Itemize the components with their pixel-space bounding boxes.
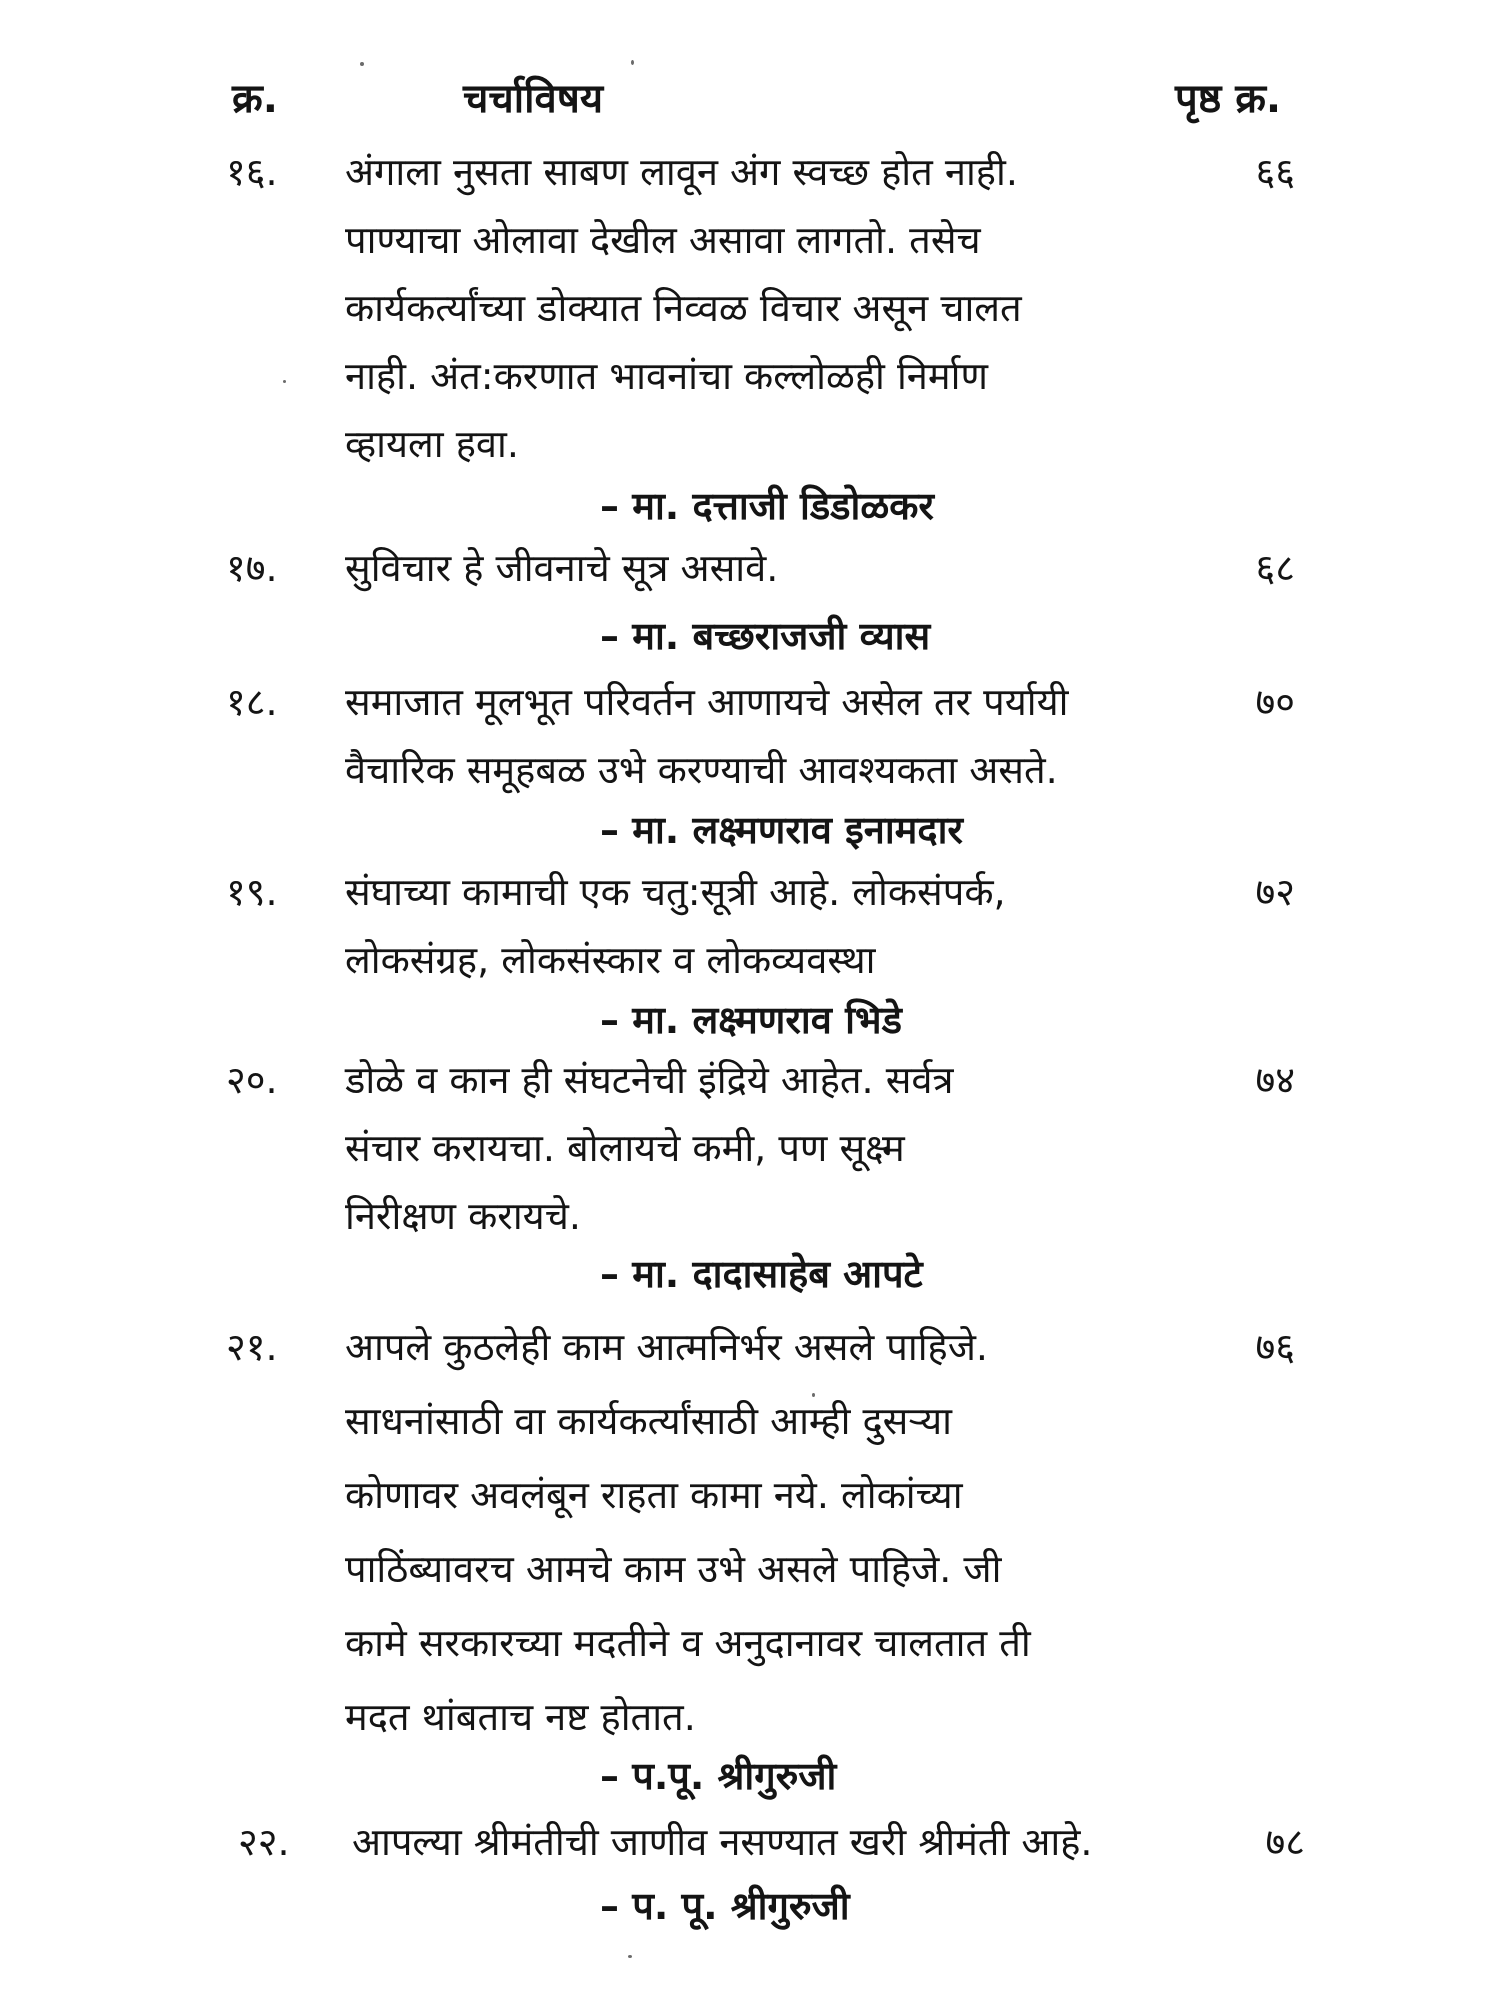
entry-text [345,534,778,602]
author-line: – मा. लक्ष्मणराव भिडे [600,998,902,1042]
page-number: ६६ [1255,150,1295,194]
entry-line: निरीक्षण करायचे. [345,1194,581,1238]
entry-line: संघाच्या कामाची एक चतु:सूत्री आहे. लोकसंपर्क, [345,870,1006,914]
entry-line: आपल्या श्रीमंतीची जाणीव नसण्यात खरी श्रीमंती आहे. [352,1820,1093,1864]
scan-speck [631,60,634,65]
column-header-serial: क्र. [232,76,278,122]
entry-line: संचार करायचा. बोलायचे कमी, पण सूक्ष्म [345,1126,905,1170]
page-number: ७० [1255,680,1295,724]
column-header-page: पृष्ठ क्र. [1175,76,1282,122]
entry-line: डोळे व कान ही संघटनेची इंद्रिये आहेत. सर्वत्र [345,1058,954,1102]
scan-speck [360,62,364,66]
entry-line: कामे सरकारच्या मदतीने व अनुदानावर चालतात ती [345,1621,1031,1665]
page-number: ७४ [1255,1058,1295,1102]
scan-speck [283,380,286,383]
entry-line: कार्यकर्त्यांच्या डोक्यात निव्वळ विचार असून चालत [345,286,1022,330]
entry-number: १६. [226,150,278,194]
author-line: – मा. दत्ताजी डिडोळकर [600,484,934,528]
entry-line: साधनांसाठी वा कार्यकर्त्यांसाठी आम्ही दुसऱ्या [345,1399,952,1443]
entry-text [345,1046,954,1250]
entry-line: समाजात मूलभूत परिवर्तन आणायचे असेल तर पर्यायी [345,680,1069,724]
entry-line: अंगाला नुसता साबण लावून अंग स्वच्छ होत नाही. [345,150,1018,194]
entry-line: व्हायला हवा. [345,422,519,466]
scan-speck [812,1393,815,1397]
page-number: ७६ [1255,1325,1295,1369]
entry-line: पाठिंब्यावरच आमचे काम उभे असले पाहिजे. जी [345,1547,1002,1591]
entry-number: २२. [238,1820,290,1864]
entry-text [345,138,1022,478]
entry-text [352,1808,1092,1876]
column-header-topic: चर्चाविषय [463,76,604,122]
entry-number: २१. [226,1325,278,1369]
author-line: – प.पू. श्रीगुरुजी [600,1754,837,1798]
page-number: ७८ [1265,1820,1305,1864]
entry-line: सुविचार हे जीवनाचे सूत्र असावे. [345,546,779,590]
entry-number: १८. [226,680,278,724]
entry-line: वैचारिक समूहबळ उभे करण्याची आवश्यकता असते. [345,748,1058,792]
author-line: – मा. लक्ष्मणराव इनामदार [600,808,963,852]
entry-text [345,668,1069,804]
entry-line: नाही. अंत:करणात भावनांचा कल्लोळही निर्माण [345,354,988,398]
page-number: ६८ [1255,546,1295,590]
author-line: – मा. बच्छराजजी व्यास [600,614,931,658]
entry-line: पाण्याचा ओलावा देखील असावा लागतो. तसेच [345,218,981,262]
entry-text [345,1310,1031,1754]
entry-number: २०. [226,1058,278,1102]
entry-number: १७. [226,546,278,590]
entry-line: कोणावर अवलंबून राहता कामा नये. लोकांच्या [345,1473,963,1517]
author-line: – मा. दादासाहेब आपटे [600,1252,923,1296]
entry-number: १९. [226,870,278,914]
entry-text [345,858,1006,994]
entry-line: आपले कुठलेही काम आत्मनिर्भर असले पाहिजे. [345,1325,989,1369]
author-line: – प. पू. श्रीगुरुजी [600,1884,850,1928]
page-number: ७२ [1255,870,1295,914]
entry-line: मदत थांबताच नष्ट होतात. [345,1695,696,1739]
scan-speck [628,1955,632,1958]
entry-line: लोकसंग्रह, लोकसंस्कार व लोकव्यवस्था [345,938,876,982]
